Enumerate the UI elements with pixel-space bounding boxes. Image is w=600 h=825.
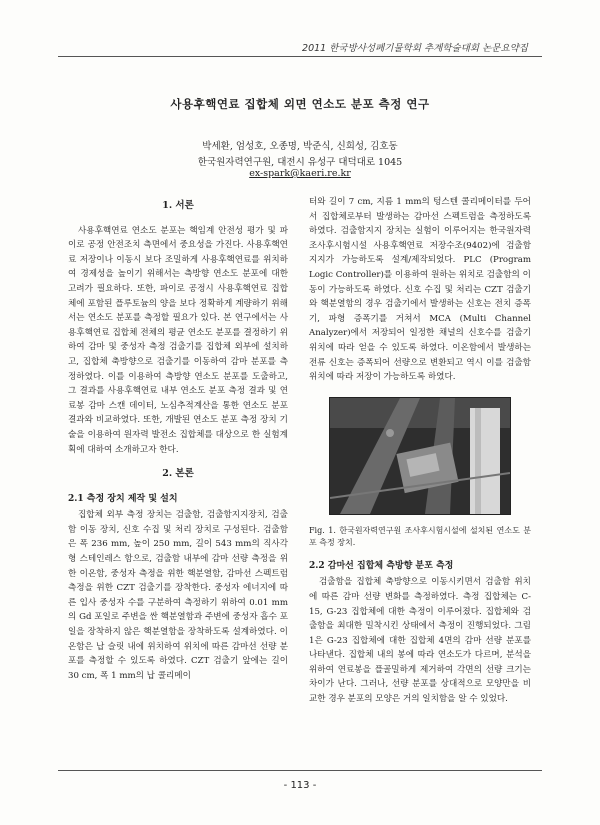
header-divider [58,56,542,57]
page-number: - 113 - [283,780,317,791]
section-heading-intro: 1. 서론 [162,200,194,211]
subsection-heading-2-2: 2.2 감마선 집합체 측방향 분포 측정 [309,560,454,571]
conference-header: 2011 한국방사성폐기물학회 추계학술대회 논문요약집 [302,43,528,54]
subsection-2-1-paragraph: 집합체 외부 측정 장치는 검출함, 검출함지지장치, 검출함 이동 장치, 신호 수집 및 처리 장치로 구성된다. 검출함은 폭 236 mm, 높이 250 mm, 길이 543 mm의 직사각형 스테인레스 함으로, 검출함 내부에 감마 선량 측정을 위한 이온함, 중성자 측정을 위한 핵분열함, 감마선 스펙트럼 측정을 위한 CZT 검출기를 장착한다. 중성자 에너지에 따른 입사 중성자 수를 구분하여 측정하기 위하여 0.01 mm의 Gd 포일로 주변을 싼 핵분열함과 주변에 중성자 흡수 포일을 장착하지 않은 핵분열함을 장착하도록 설계하였다. 이온함은 납 슬릿 내에 위치하여 위치에 따른 감마선 선량 분포를 측정할 수 있도록 하였다. CZT 검출기 앞에는 길이 30 cm, 폭 1 mm의 납 콜리메이 [68,510,288,681]
continued-paragraph: 터와 길이 7 cm, 지름 1 mm의 텅스텐 콜리메이터를 두어서 집합체로부터 발생하는 감마선 스펙트럼을 측정하도록 하였다. 검출함지지 장치는 실험이 이루어지는 한국원자력 조사후시험시설 사용후핵연료 저장수조(9402)에 검출함 지지가 가능하도록 설계/제작되었다. PLC (Program Logic Controller)를 이용하여 원하는 위치로 검출함의 이동이 가능하도록 하였다. 신호 수집 및 처리는 CZT 검출기와 핵분열함의 경우 검출기에서 발생하는 신호는 전치 증폭기, 파형 증폭기를 거쳐서 MCA (Multi Channel Analyzer)에서 저장되어 일정한 채널의 신호수를 검출기 위치에 따라 얻을 수 있도록 하였다. 이온함에서 발생하는 전류 신호는 증폭되어 선량으로 변환되고 역시 이를 검출함 위치에 따라 저장이 가능하도록 하였다. [309,197,531,383]
footer-divider [58,770,542,771]
contact-email[interactable] [0,168,600,179]
subsection-2-2-paragraph: 검출함을 집합체 축방향으로 이동시키면서 검출함 위치에 따른 감마 선량 변화를 측정하였다. 측정 집합체는 C-15, G-23 집합체에 대한 측정이 이루어졌다. 집합체와 검출함을 최대한 밀착시킨 상태에서 측정이 진행되었다. 그림 1은 G-23 집합체에 대한 집합체 4면의 감마 선량 분포를 나타낸다. 집합체 내의 봉에 따라 연소도가 다르며, 분석을 위하여 연료봉을 플골밀하게 제거하여 각면의 선량 크기는 차이가 난다. 그러나, 선량 분포를 상대적으로 모양만을 비교한 경우 분포의 모양은 거의 일치함을 알 수 있었다. [309,577,531,705]
figure-1-caption: Fig. 1. 한국원자력연구원 조사후시험시설에 설치된 연소도 분포 측정 장치. [309,525,531,547]
affiliation: 한국원자력연구원, 대전시 유성구 대덕대로 1045 [197,157,403,168]
intro-paragraph: 사용후핵연료 연소도 분포는 핵임계 안전성 평가 및 파이로 공정 안전조치 측면에서 중요성을 가진다. 사용후핵연료 저장이나 이동시 보다 조밀하게 사용후핵연료를 위치하여 경제성을 높이기 위해서는 측방향 연소도 분포에 대한 고려가 필요하다. 또한, 파이로 공정시 사용후핵연료 집합체에 포함된 플루토늄의 양을 보다 정확하게 계량하기 위해서는 연소도 분포를 측정할 필요가 있다. 본 연구에서는 사용후핵연료 집합체 전체의 평균 연소도 분포를 결정하기 위하여 감마 및 중성자 측정 검출기를 집합체 외부에 설치하고, 집합체 축방향으로 검출기를 이동하여 감마 분포를 측정하였다. 이를 이용하여 측방향 연소도 분포를 도출하고, 그 결과를 사용후핵연료 내부 연소도 분포 측정 결과 및 연료봉 감마 스캔 데이터, 노심추적계산을 통한 연소도 분포 결과와 비교하였다. 또한, 개발된 연소도 분포 측정 장치 기술을 이용하여 원자력 발전소 집합체를 대상으로 한 실험계획에 대하여 소개하고자 한다. [68,225,288,455]
email-link[interactable]: ex-spark@kaeri.re.kr [249,168,351,179]
section-heading-body: 2. 본론 [162,468,194,480]
measurement-apparatus-photo [330,398,510,514]
left-column [68,195,288,683]
right-column [309,195,531,707]
figure-1-photo [329,397,511,515]
author-list: 박세환, 엄성호, 오종명, 박준식, 신희성, 김호동 [202,141,398,152]
paper-title: 사용후핵연료 집합체 외면 연소도 분포 측정 연구 [170,97,430,111]
subsection-heading-2-1: 2.1 측정 장치 제작 및 설치 [68,493,178,504]
